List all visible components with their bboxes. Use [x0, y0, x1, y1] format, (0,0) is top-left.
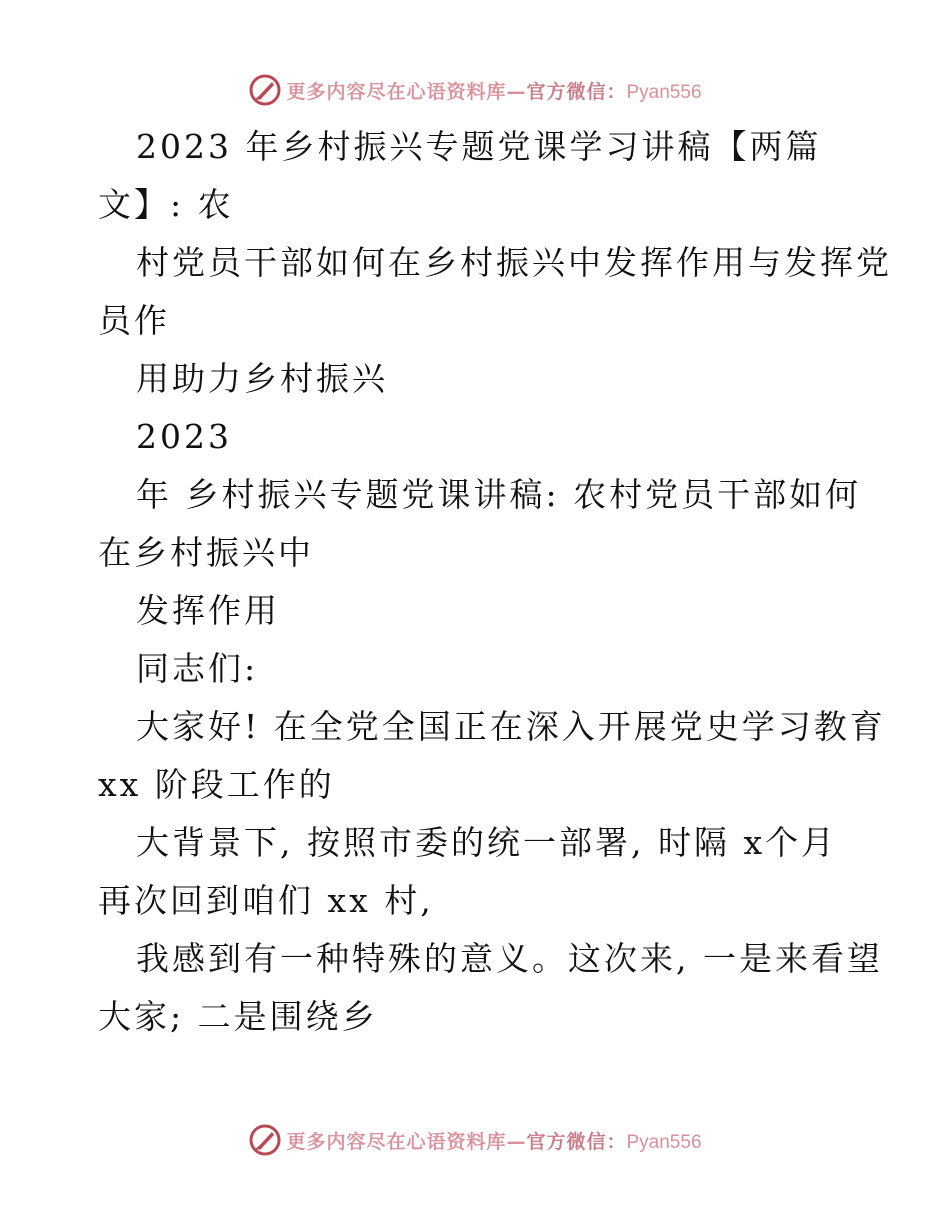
text-line: 我感到有一种特殊的意义。这次来, 一是来看望 — [136, 939, 883, 978]
quill-logo-icon — [248, 73, 282, 107]
watermark-separator: — — [506, 1130, 527, 1153]
text-line: xx 阶段工作的 — [98, 765, 335, 804]
text-line: 在乡村振兴中 — [98, 533, 314, 572]
text-line: 文】: 农 — [98, 185, 234, 224]
watermark-brand: 更多内容尽在心语资料库 — [286, 1130, 507, 1153]
footer-watermark — [0, 1120, 950, 1160]
text-line: 大背景下, 按照市委的统一部署, 时隔 x个月 — [136, 823, 838, 862]
text-line: 再次回到咱们 xx 村, — [98, 881, 434, 920]
quill-logo-icon — [248, 1123, 282, 1157]
watermark-wechat-id: Pyan556 — [626, 81, 702, 103]
document-body — [98, 118, 892, 1046]
header-watermark — [0, 70, 950, 110]
text-line: 大家好! 在全党全国正在深入开展党史学习教育 — [136, 707, 886, 746]
text-line: 年 乡村振兴专题党课讲稿: 农村党员干部如何 — [136, 475, 862, 514]
text-line: 2023 年乡村振兴专题党课学习讲稿【两篇 — [136, 127, 822, 166]
watermark-label: 官方微信： — [526, 1130, 627, 1153]
text-line: 大家; 二是围绕乡 — [98, 997, 378, 1036]
watermark-label: 官方微信： — [526, 80, 627, 103]
text-line: 2023 — [136, 417, 232, 456]
watermark-separator: — — [506, 80, 527, 103]
text-line: 发挥作用 — [136, 591, 280, 630]
text-line: 村党员干部如何在乡村振兴中发挥作用与发挥党 — [136, 243, 892, 282]
text-line: 同志们: — [136, 649, 259, 688]
watermark-wechat-id: Pyan556 — [626, 1131, 702, 1153]
watermark-brand: 更多内容尽在心语资料库 — [286, 80, 507, 103]
text-line: 用助力乡村振兴 — [136, 359, 388, 398]
text-line: 员作 — [98, 301, 170, 340]
